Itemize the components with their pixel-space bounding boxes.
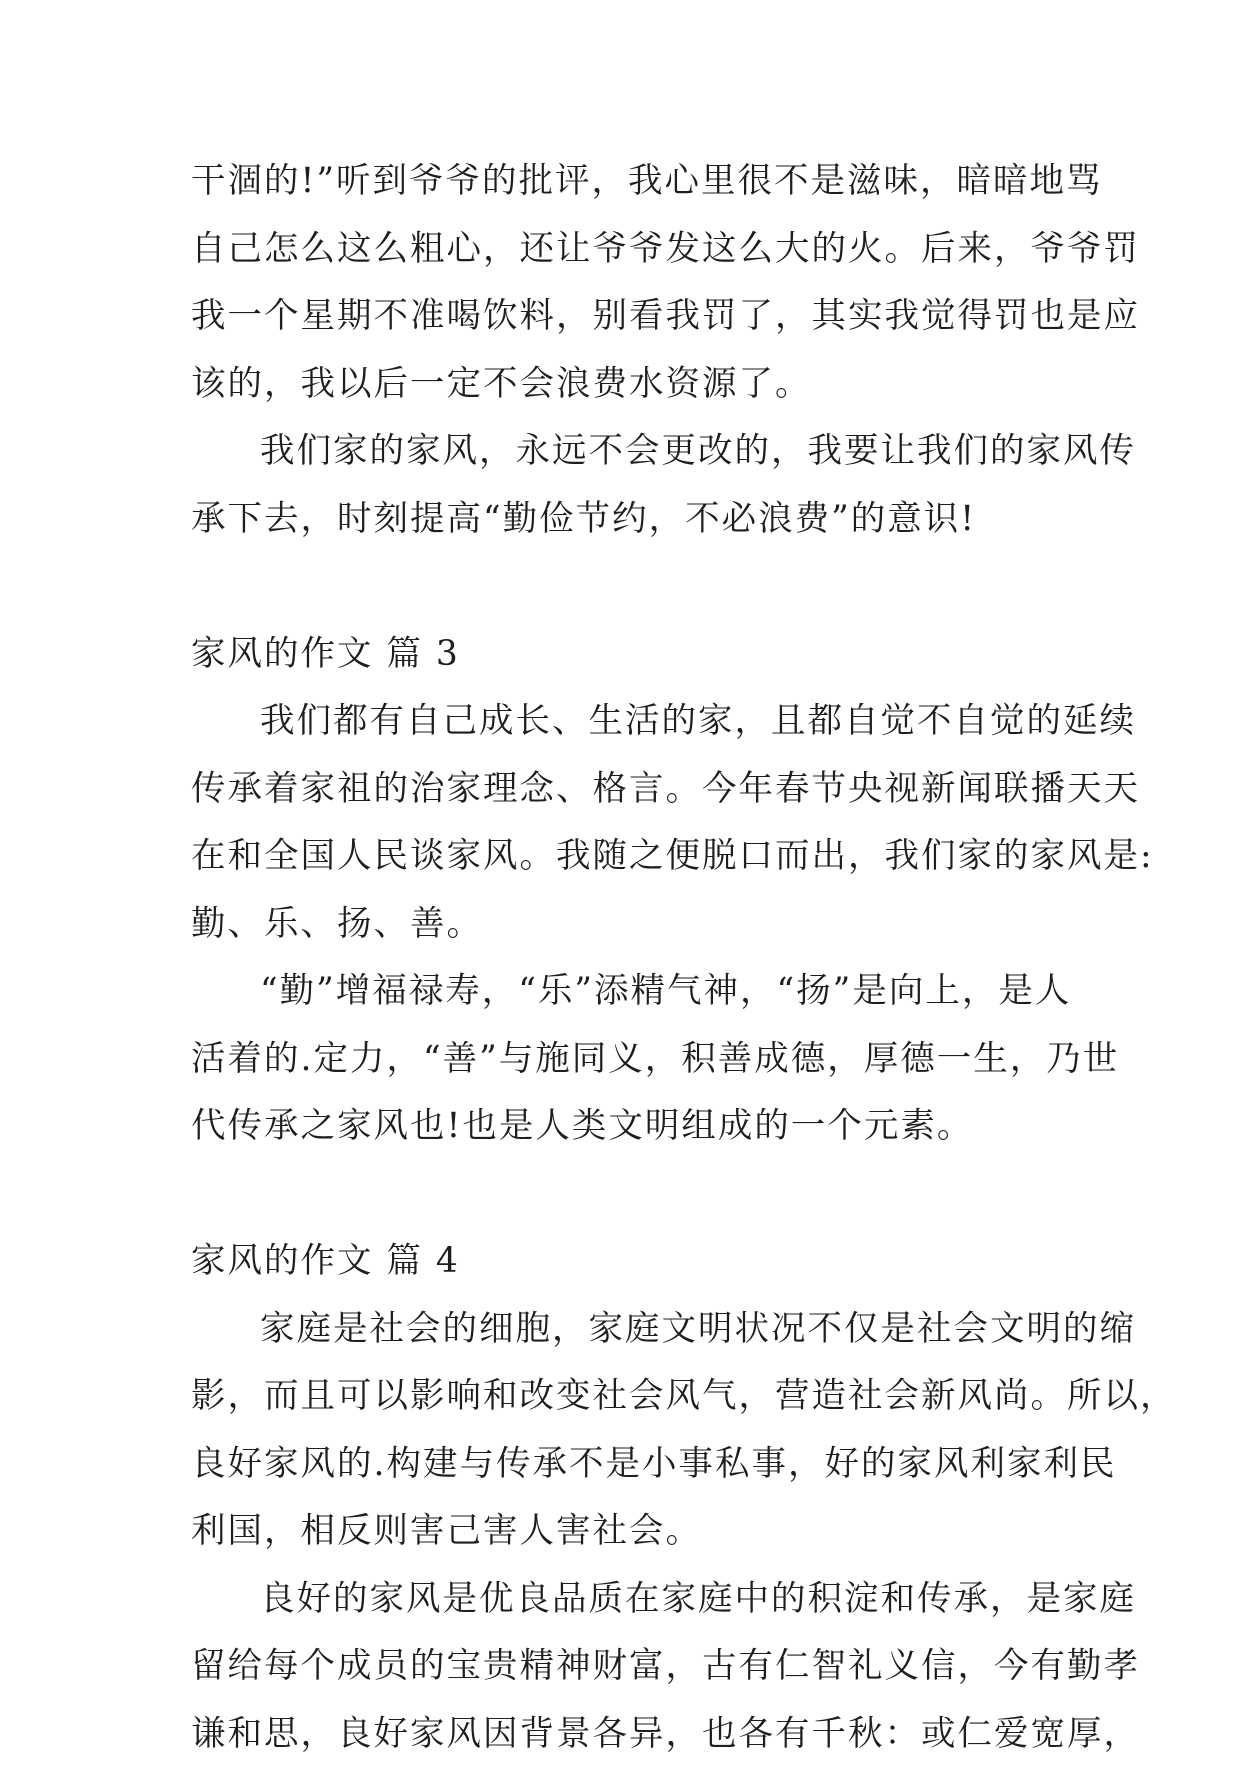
text-line: 良好家风的.构建与传承不是小事私事，好的家风利家利民 — [191, 1431, 1051, 1499]
paragraph — [191, 1296, 1051, 1566]
section-title: 家风的作文 篇 4 — [191, 1228, 1051, 1296]
text-line: 利国，相反则害己害人害社会。 — [191, 1498, 1051, 1566]
text-line: 活着的.定力，“善”与施同义，积善成德，厚德一生，乃世 — [191, 1026, 1051, 1094]
paragraph — [191, 958, 1051, 1161]
text-line: 我们家的家风，永远不会更改的，我要让我们的家风传 — [191, 418, 1051, 486]
text-line: 我们都有自己成长、生活的家，且都自觉不自觉的延续 — [191, 688, 1051, 756]
paragraph — [191, 148, 1051, 418]
text-line: 良好的家风是优良品质在家庭中的积淀和传承，是家庭 — [191, 1566, 1051, 1634]
text-line: 谦和思，良好家风因背景各异，也各有千秋：或仁爱宽厚， — [191, 1701, 1051, 1768]
text-line: 干涸的!”听到爷爷的批评，我心里很不是滋味，暗暗地骂 — [191, 148, 1051, 216]
paragraph — [191, 1566, 1051, 1768]
paragraph — [191, 418, 1051, 553]
text-line: 传承着家祖的治家理念、格言。今年春节央视新闻联播天天 — [191, 756, 1051, 824]
text-line: 留给每个成员的宝贵精神财富，古有仁智礼义信，今有勤孝 — [191, 1633, 1051, 1701]
text-line: 我一个星期不准喝饮料，别看我罚了，其实我觉得罚也是应 — [191, 283, 1051, 351]
text-line: 代传承之家风也!也是人类文明组成的一个元素。 — [191, 1093, 1051, 1161]
paragraph — [191, 688, 1051, 958]
text-line: 承下去，时刻提高“勤俭节约，不必浪费”的意识! — [191, 486, 1051, 554]
section-essay-3 — [191, 621, 1051, 1161]
text-line: 在和全国人民谈家风。我随之便脱口而出，我们家的家风是: — [191, 823, 1051, 891]
text-line: 家庭是社会的细胞，家庭文明状况不仅是社会文明的缩 — [191, 1296, 1051, 1364]
document-page — [191, 148, 1051, 1768]
text-line: 该的，我以后一定不会浪费水资源了。 — [191, 351, 1051, 419]
section-continuation — [191, 148, 1051, 553]
section-essay-4 — [191, 1228, 1051, 1768]
text-line: 影，而且可以影响和改变社会风气，营造社会新风尚。所以， — [191, 1363, 1051, 1431]
text-line: 勤、乐、扬、善。 — [191, 891, 1051, 959]
text-line: 自己怎么这么粗心，还让爷爷发这么大的火。后来，爷爷罚 — [191, 216, 1051, 284]
text-line: “勤”增福禄寿，“乐”添精气神，“扬”是向上，是人 — [191, 958, 1051, 1026]
section-title: 家风的作文 篇 3 — [191, 621, 1051, 689]
